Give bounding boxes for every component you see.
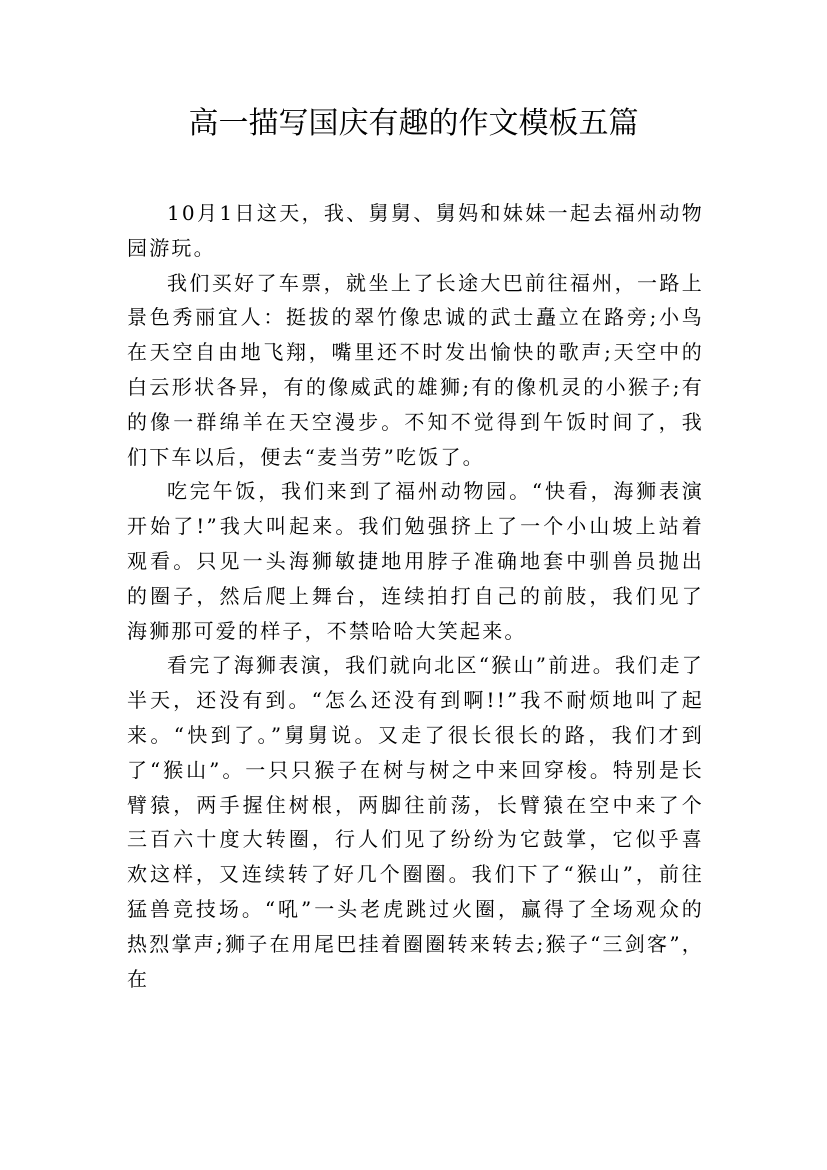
paragraph: 看完了海狮表演，我们就向北区“猴山”前进。我们走了半天，还没有到。“怎么还没有到啊!!”我不耐烦地叫了起来。“快到了。”舅舅说。又走了很长很长的路，我们才到了“猴山”。一只只猴子在树与树之中来回穿梭。特别是长臂猿，两手握住树根，两脚往前荡，长臂猿在空中来了个三百六十度大转圈，行人们见了纷纷为它鼓掌，它似乎喜欢这样，又连续转了好几个圈圈。我们下了“猴山”，前往猛兽竞技场。“吼”一头老虎跳过火圈，赢得了全场观众的热烈掌声;狮子在用尾巴挂着圈圈转来转去;猴子“三剑客”，在 bbox=[127, 653, 704, 991]
paragraph: 10月1日这天，我、舅舅、舅妈和妹妹一起去福州动物园游玩。 bbox=[127, 201, 704, 260]
paragraph: 吃完午饭，我们来到了福州动物园。“快看，海狮表演开始了!”我大叫起来。我们勉强挤上了一个小山坡上站着观看。只见一头海狮敏捷地用脖子准确地套中驯兽员抛出的圈子，然后爬上舞台，连续拍打自己的前肢，我们见了海狮那可爱的样子，不禁哈哈大笑起来。 bbox=[127, 479, 704, 643]
paragraph: 我们买好了车票，就坐上了长途大巴前往福州，一路上景色秀丽宜人：挺拔的翠竹像忠诚的武士矗立在路旁;小鸟在天空自由地飞翔，嘴里还不时发出愉快的歌声;天空中的白云形状各异，有的像威武的雄狮;有的像机灵的小猴子;有的像一群绵羊在天空漫步。不知不觉得到午饭时间了，我们下车以后，便去“麦当劳”吃饭了。 bbox=[127, 270, 704, 469]
document-body bbox=[127, 196, 704, 996]
document-title: 高一描写国庆有趣的作文模板五篇 bbox=[188, 106, 639, 141]
